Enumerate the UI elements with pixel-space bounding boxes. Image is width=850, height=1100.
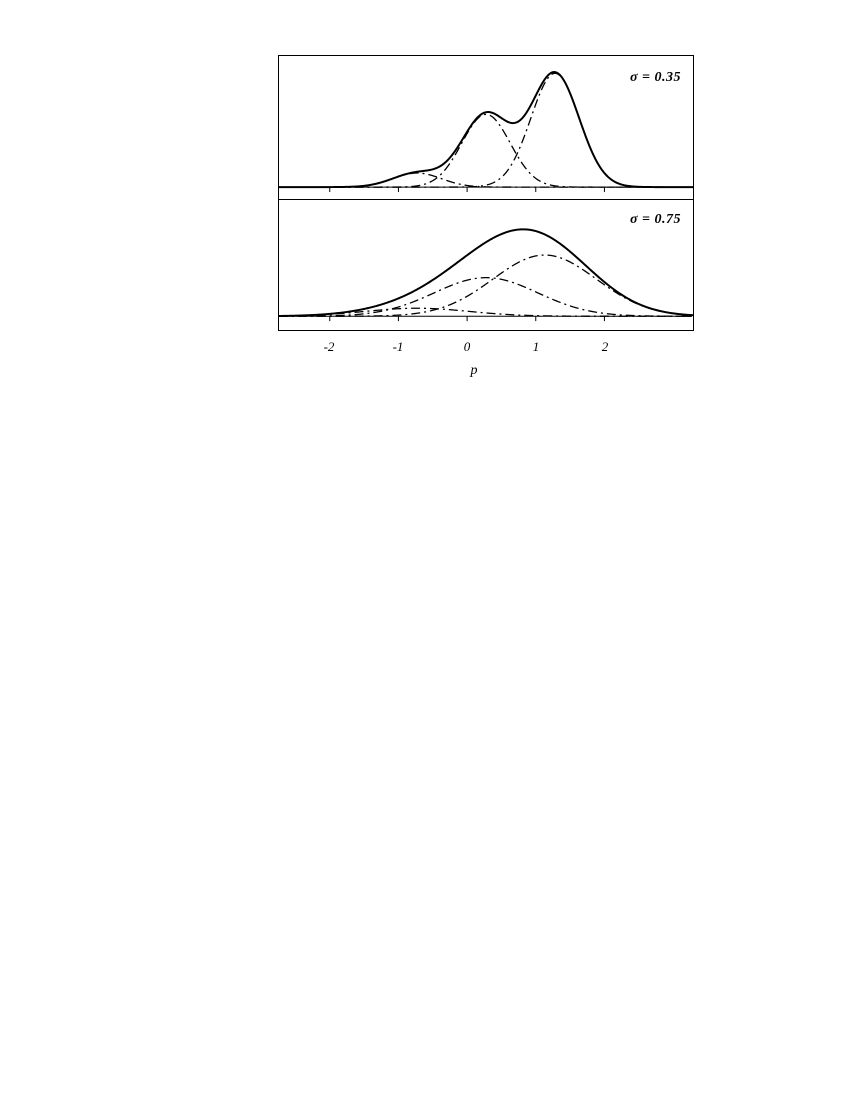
x-tick-label: 1 <box>532 339 540 354</box>
chart-panel-sigma-075 <box>278 199 694 331</box>
figure-container <box>278 55 694 385</box>
x-tick-label: -1 <box>392 339 404 354</box>
component-curve-1 <box>279 173 693 187</box>
sigma-annotation-top: σ = 0.35 <box>629 70 681 85</box>
component-curve-3 <box>279 255 693 316</box>
x-tick-label: 0 <box>463 339 471 354</box>
component-curves-top <box>279 73 693 187</box>
sigma-annotation-bottom: σ = 0.75 <box>629 212 681 227</box>
chart-panel-sigma-035 <box>278 55 694 200</box>
x-tick-label: 2 <box>601 339 609 354</box>
component-curve-2 <box>279 114 693 187</box>
component-curve-3 <box>279 73 693 187</box>
x-axis-title: p <box>470 363 478 378</box>
component-curves-bottom <box>279 255 693 316</box>
x-axis <box>278 331 694 385</box>
mixture-total-curve <box>279 229 693 316</box>
mixture-total-curve <box>279 72 693 187</box>
x-tick-label: -2 <box>323 339 335 354</box>
